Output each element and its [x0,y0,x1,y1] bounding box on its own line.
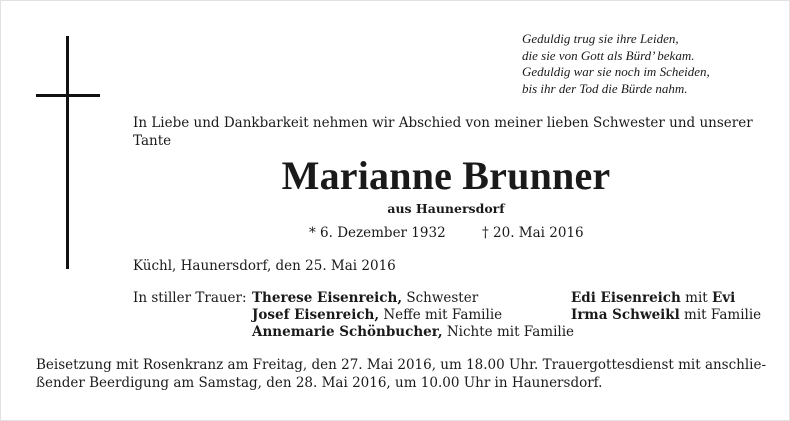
mourner-entry [252,307,502,324]
intro-line: In Liebe und Dankbarkeit nehmen wir Abschied von meiner lieben Schwester und unserer [133,115,753,131]
mourner-name: Josef Eisenreich, [252,307,380,323]
poem-line: Geduldig trug sie ihre Leiden, [522,31,679,46]
mourner-relation: Nichte mit Familie [442,324,575,340]
intro-line: Tante [133,132,172,149]
funeral-line: ßender Beerdigung am Samstag, den 28. Mai 2016, um 10.00 Uhr in Haunersdorf. [36,375,603,391]
funeral-line: Beisetzung mit Rosenkranz am Freitag, den 27. Mai 2016, um 18.00 Uhr. Trauergottesdienst mit anschlie- [36,357,767,373]
mourners-label: In stiller Trauer: [133,290,247,306]
mourner-relation: mit [680,290,712,306]
poem-line: die sie von Gott als Bürd’ bekam. [522,47,695,63]
mourner-entry [252,290,478,307]
death-date: † 20. Mai 2016 [482,225,584,241]
mourner-entry [571,307,761,324]
cross-vertical-bar [66,36,69,269]
mourner-relation: mit Familie [679,307,762,323]
poem-line: Geduldig war sie noch im Scheiden, [522,64,710,79]
deceased-name: Marianne Brunner [281,153,611,198]
mourner-entry [252,324,574,341]
mourner-relation: Schwester [402,290,479,306]
mourner-relation: Neffe mit Familie [379,307,503,323]
poem-line: bis ihr der Tod die Bürde nahm. [522,80,688,96]
cross-horizontal-bar [36,94,100,97]
deceased-origin: aus Haunersdorf [387,201,505,216]
mourner-name: Evi [712,290,736,306]
intro-text [133,115,758,150]
mourner-name: Annemarie Schönbucher, [252,324,443,340]
mourner-entry [571,290,735,307]
mourner-name: Edi Eisenreich [571,290,681,306]
birth-date: * 6. Dezember 1932 [309,225,446,241]
place-date: Küchl, Haunersdorf, den 25. Mai 2016 [133,258,396,274]
funeral-details [36,356,767,392]
mourner-name: Therese Eisenreich, [252,290,403,306]
mourner-name: Irma Schweikl [571,307,680,323]
memorial-poem [522,31,784,97]
